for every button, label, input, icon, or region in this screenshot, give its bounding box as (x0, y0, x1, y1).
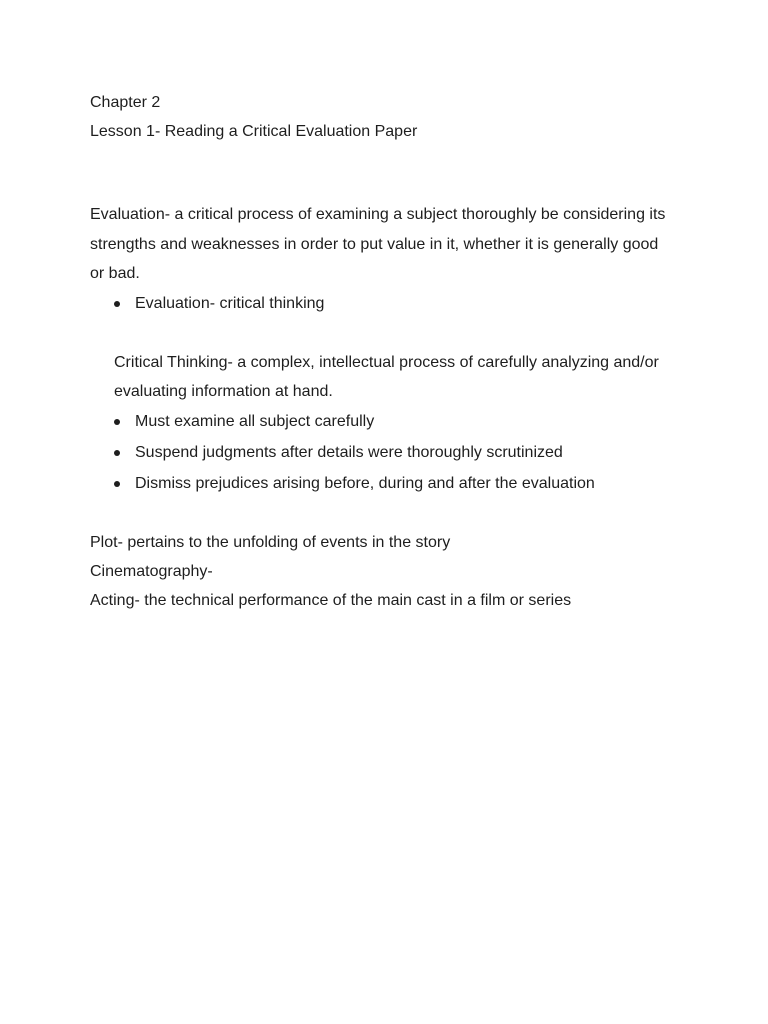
evaluation-definition-line: Evaluation- a critical process of examining a subject thoroughly be considering its (90, 206, 666, 223)
bullet-icon (114, 419, 120, 425)
bullet-icon (114, 301, 120, 307)
critical-thinking-definition-line: Critical Thinking- a complex, intellectual process of carefully analyzing and/or (114, 354, 659, 371)
bullet-text: Suspend judgments after details were thoroughly scrutinized (135, 444, 563, 461)
bullet-text: Evaluation- critical thinking (135, 295, 325, 312)
bullet-text: Dismiss prejudices arising before, during and after the evaluation (135, 475, 595, 492)
bullet-icon (114, 450, 120, 456)
critical-thinking-definition-line: evaluating information at hand. (114, 383, 333, 400)
evaluation-definition-line: or bad. (90, 265, 140, 282)
term-acting: Acting- the technical performance of the main cast in a film or series (90, 592, 572, 609)
evaluation-definition-line: strengths and weaknesses in order to put value in it, whether it is generally good (90, 236, 659, 253)
lesson-title: Lesson 1- Reading a Critical Evaluation Paper (90, 123, 418, 140)
term-cinematography: Cinematography- (90, 563, 213, 580)
chapter-title: Chapter 2 (90, 94, 161, 111)
bullet-text: Must examine all subject carefully (135, 413, 375, 430)
term-plot: Plot- pertains to the unfolding of events in the story (90, 534, 451, 551)
bullet-icon (114, 481, 120, 487)
